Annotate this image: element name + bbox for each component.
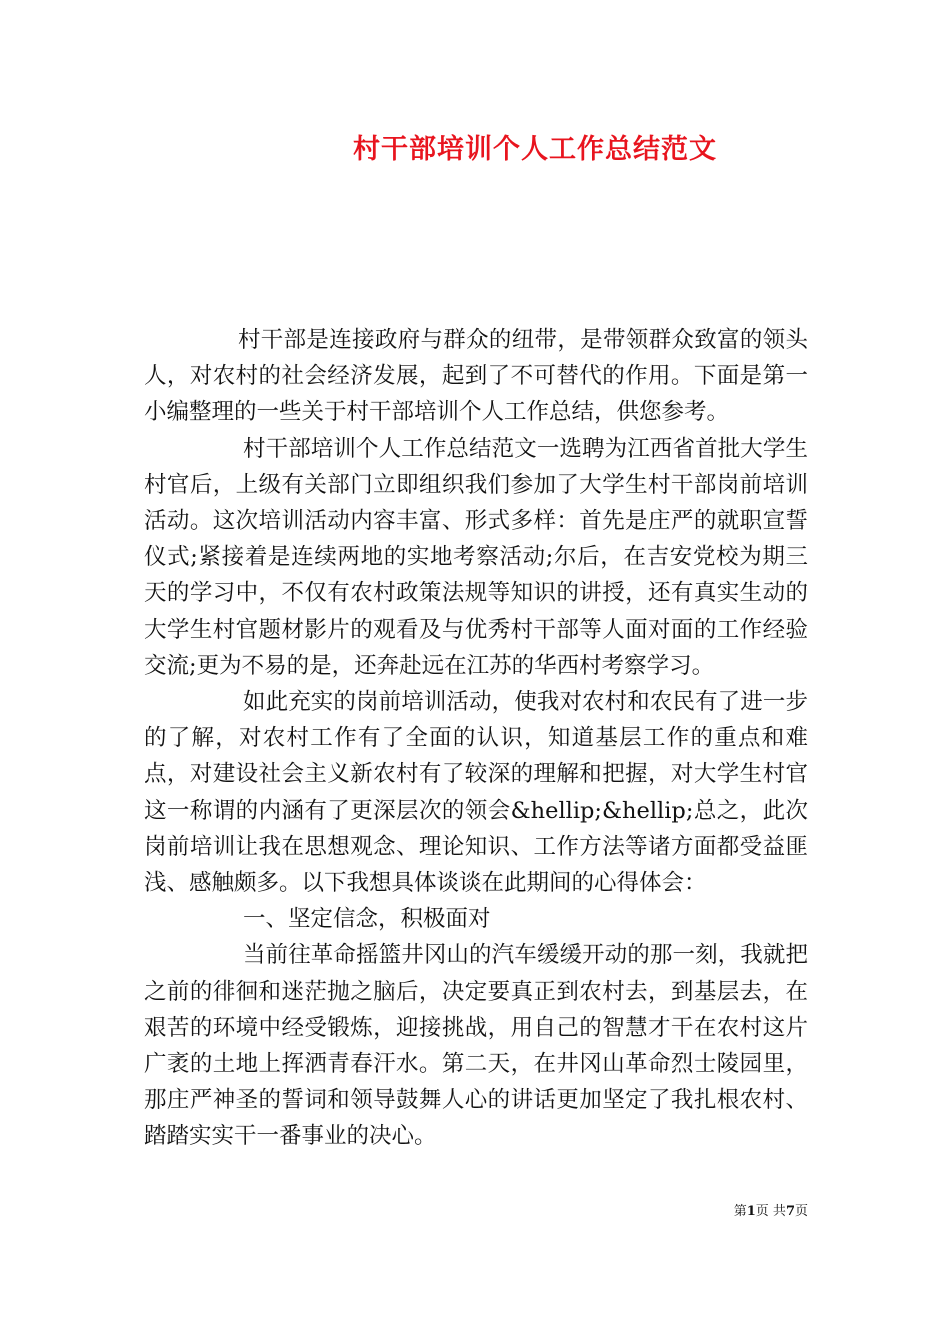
- section-heading: 一、坚定信念，积极面对: [243, 906, 491, 933]
- paragraph-section-one: 当前往革命摇篮井冈山的汽车缓缓开动的那一刻，我就把之前的徘徊和迷茫抛之脑后，决定要真正到农村去，到基层去，在艰苦的环境中经受锻炼，迎接挑战，用自己的智慧才干在农村这片广袤的土地上挥洒青春汗水。第二天，在井冈山革命烈士陵园里，那庄严神圣的誓词和领导鼓舞人心的讲话更加坚定了我扎根农村、踏踏实实干一番事业的决心。: [144, 942, 808, 1150]
- footer-middle: 页 共: [755, 1204, 786, 1219]
- paragraph-reflection: 如此充实的岗前培训活动，使我对农村和农民有了进一步的了解，对农村工作有了全面的认识，知道基层工作的重点和难点，对建设社会主义新农村有了较深的理解和把握，对大学生村官这一称谓的内涵有了更深层次的领会&hellip;&hellip;总之，此次岗前培训让我在思想观念、理论知识、工作方法等诸方面都受益匪浅、感触颇多。以下我想具体谈谈在此期间的心得体会：: [144, 689, 808, 897]
- footer-total-pages: 7: [785, 1204, 795, 1219]
- footer-prefix: 第: [733, 1204, 747, 1219]
- page-number-footer: [734, 1203, 808, 1221]
- footer-suffix: 页: [794, 1204, 808, 1219]
- paragraph-example-one: 村干部培训个人工作总结范文一选聘为江西省首批大学生村官后，上级有关部门立即组织我们参加了大学生村干部岗前培训活动。这次培训活动内容丰富、形式多样：首先是庄严的就职宣誓仪式;紧接着是连续两地的实地考察活动;尔后，在吉安党校为期三天的学习中，不仅有农村政策法规等知识的讲授，还有真实生动的大学生村官题材影片的观看及与优秀村干部等人面对面的工作经验交流;更为不易的是，还奔赴远在江苏的华西村考察学习。: [144, 435, 808, 679]
- paragraph-intro: 村干部是连接政府与群众的纽带，是带领群众致富的领头人，对农村的社会经济发展，起到了不可替代的作用。下面是第一小编整理的一些关于村干部培训个人工作总结，供您参考。: [144, 327, 808, 426]
- footer-current-page: 1: [746, 1204, 756, 1219]
- page-title: 村干部培训个人工作总结范文: [353, 134, 717, 165]
- document-body: [144, 322, 808, 1155]
